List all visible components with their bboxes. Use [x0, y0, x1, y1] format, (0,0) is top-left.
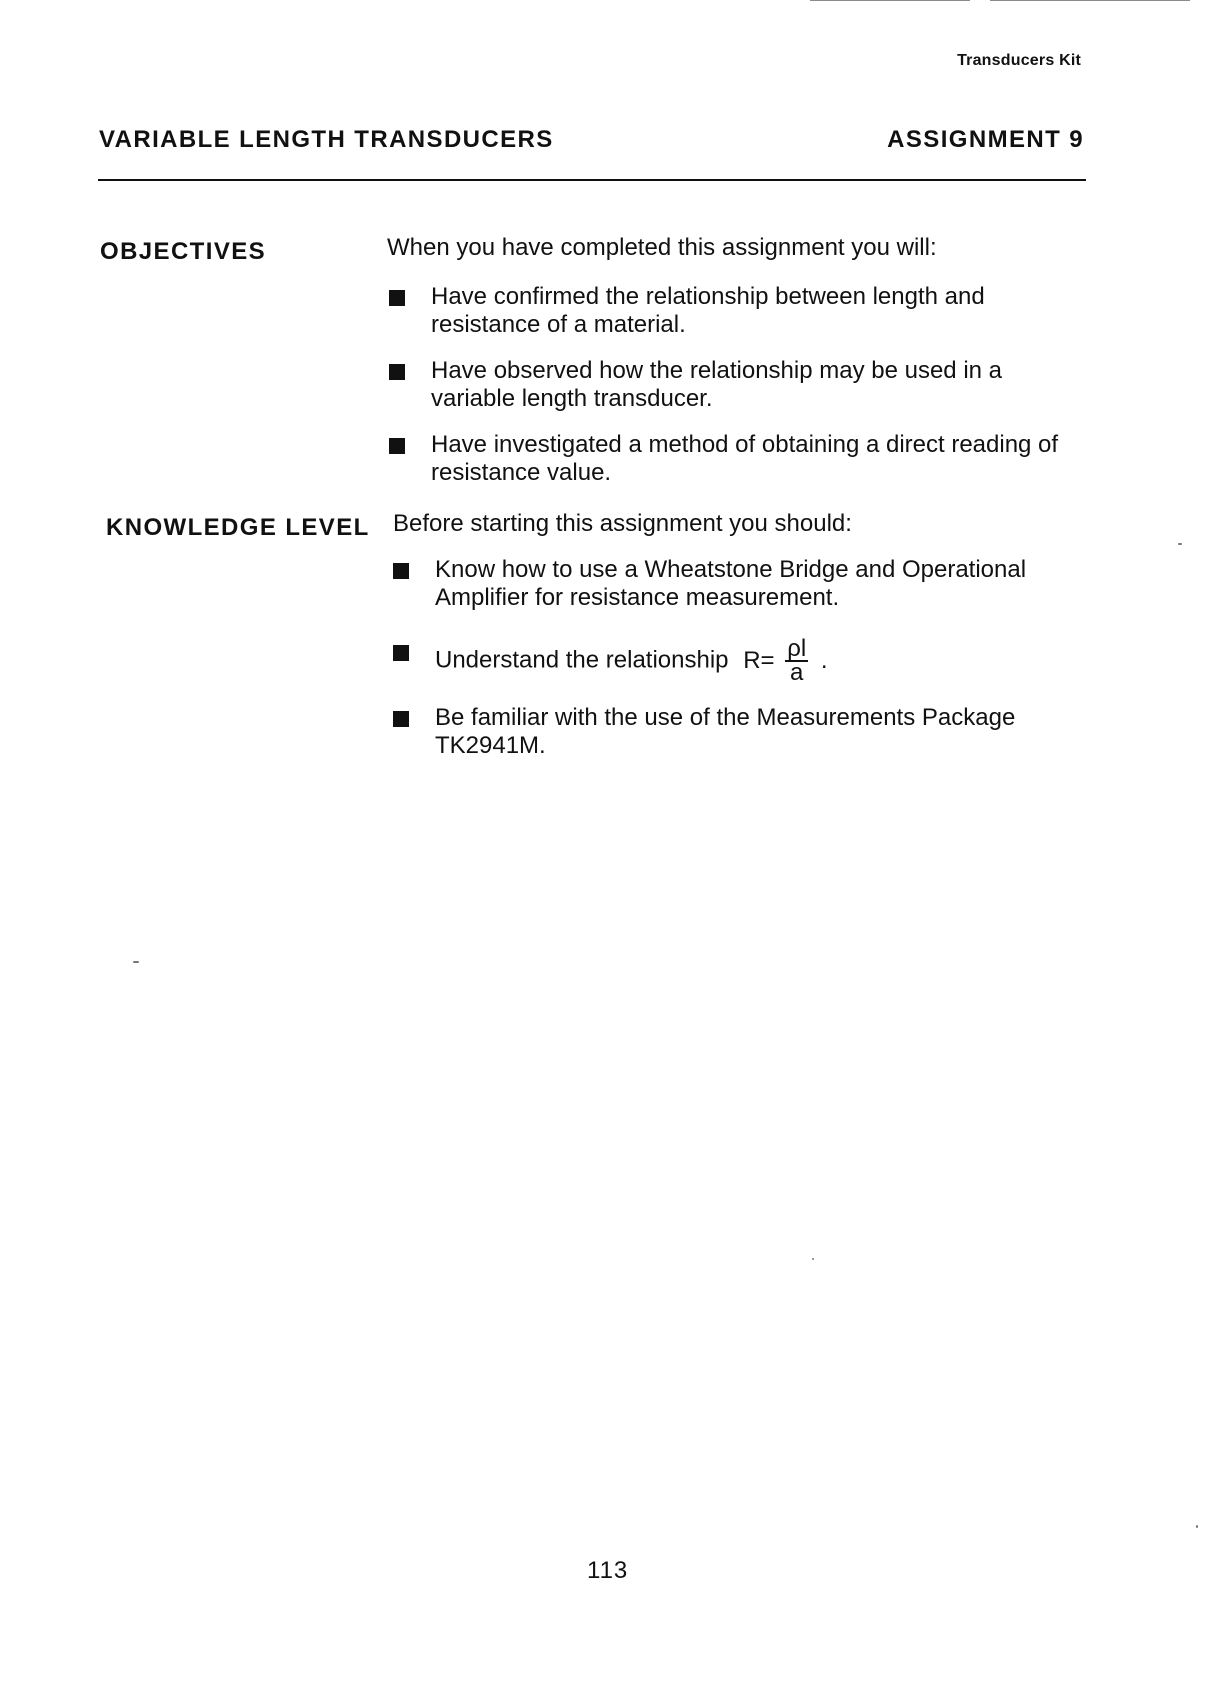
list-item: [389, 357, 1071, 413]
list-item-text: Be familiar with the use of the Measurements Package TK2941M.: [435, 704, 1016, 759]
list-item: [393, 635, 1075, 686]
page-number: 113: [587, 1557, 629, 1584]
knowledge-list: [393, 556, 1075, 760]
square-bullet-icon: [389, 438, 405, 454]
formula-end: .: [820, 647, 828, 674]
square-bullet-icon: [389, 364, 405, 380]
scan-speck: [133, 961, 139, 963]
knowledge-intro: Before starting this assignment you should:: [393, 510, 852, 537]
page-title: VARIABLE LENGTH TRANSDUCERS: [99, 126, 554, 153]
list-item-text: Have observed how the relationship may be used in a variable length transducer.: [431, 357, 1003, 412]
knowledge-level-label: KNOWLEDGE LEVEL: [106, 514, 370, 541]
formula-numerator: ρl: [787, 635, 807, 662]
square-bullet-icon: [393, 563, 409, 579]
header-rule: [98, 179, 1086, 181]
formula-fraction: [785, 635, 808, 686]
objectives-intro: When you have completed this assignment you will:: [387, 234, 937, 261]
square-bullet-icon: [389, 290, 405, 306]
square-bullet-icon: [393, 645, 409, 661]
list-item: [389, 431, 1071, 487]
list-item-text: Have investigated a method of obtaining a direct reading of resistance value.: [431, 431, 1059, 486]
list-item-text: Know how to use a Wheatstone Bridge and Operational Amplifier for resistance measurement.: [435, 556, 1027, 611]
formula-lhs: R=: [743, 647, 775, 674]
scan-speck: [1178, 543, 1182, 545]
list-item-text: Have confirmed the relationship between length and resistance of a material.: [431, 283, 985, 338]
running-head: Transducers Kit: [957, 52, 1081, 69]
resistance-formula: [743, 635, 828, 686]
assignment-number: ASSIGNMENT 9: [887, 126, 1084, 153]
list-item: [393, 704, 1075, 760]
formula-denominator: a: [790, 659, 804, 686]
list-item: [389, 283, 1071, 339]
objectives-list: [389, 283, 1071, 487]
square-bullet-icon: [393, 711, 409, 727]
scan-edge-line-left: [810, 0, 970, 1]
scan-speck: [812, 1258, 814, 1260]
list-item-text: Understand the relationship: [435, 646, 729, 674]
list-item: [393, 556, 1075, 612]
scan-speck: [1196, 1525, 1198, 1528]
objectives-label: OBJECTIVES: [100, 238, 267, 265]
scan-edge-line-right: [990, 0, 1190, 1]
